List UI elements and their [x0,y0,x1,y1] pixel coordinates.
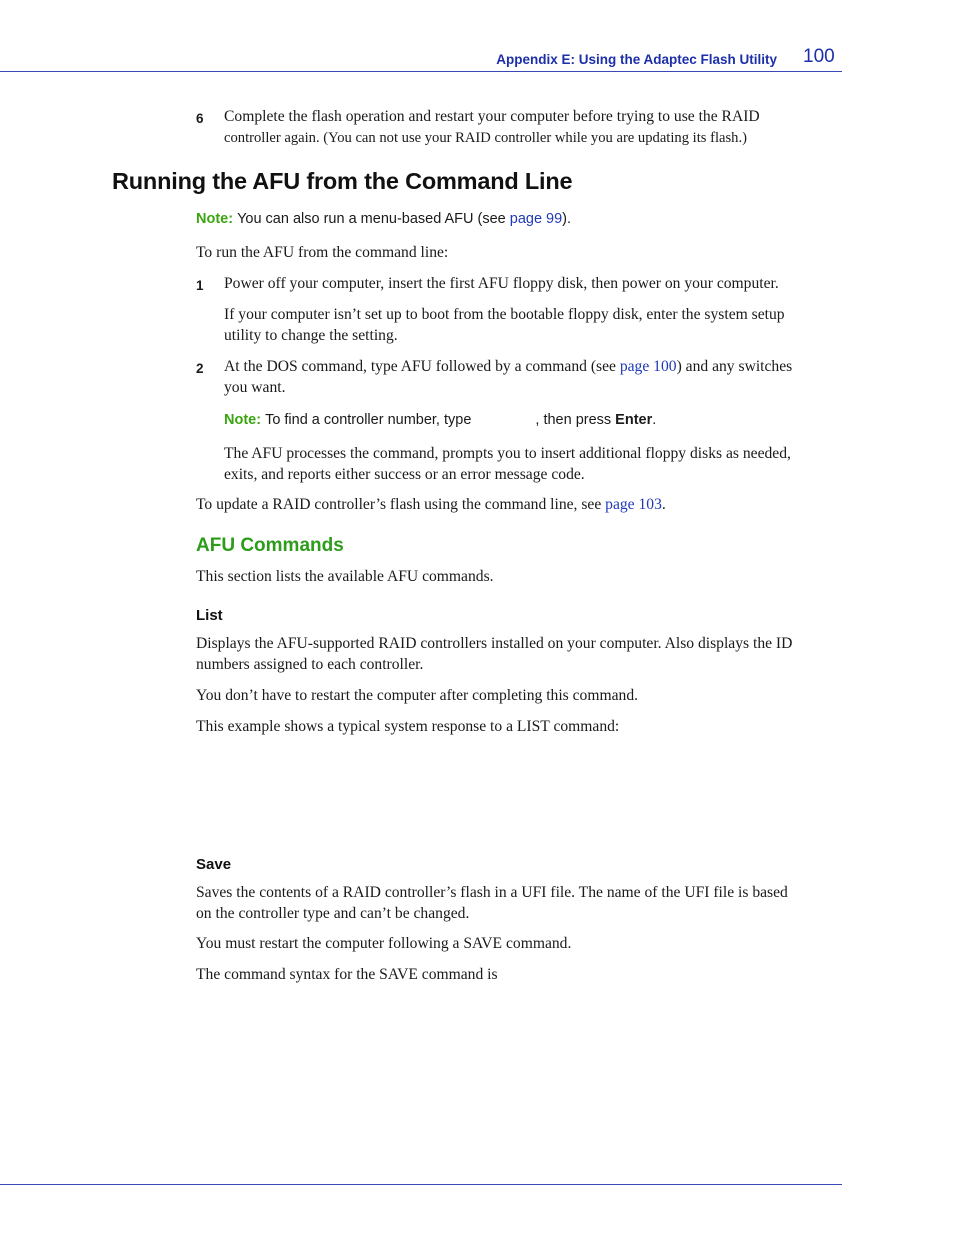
list-example-text: This example shows a typical system response to a LIST command: [196,718,620,735]
save-description-line-1: Saves the contents of a RAID controller’s flash in a UFI file. The name of the UFI file is based [196,884,788,901]
note-text: You can also run a menu-based AFU (see [237,211,506,227]
step-2-line-1 [224,357,792,378]
section-heading: Running the AFU from the Command Line [112,168,573,194]
list-restart-text: You don’t have to restart the computer after completing this command. [196,687,639,704]
note-2-text-after: , then press [535,412,612,428]
update-text: To update a RAID controller’s flash using the command line, see [196,496,602,513]
afu-process-line-2: exits, and reports either success or an error message code. [224,465,585,483]
step-1-text: Power off your computer, insert the first AFU floppy disk, then power on your computer. [224,275,779,292]
list-description-line-1: Displays the AFU-supported RAID controllers installed on your computer. Also displays the ID [196,635,793,652]
save-syntax-text: The command syntax for the SAVE command is [196,966,498,983]
note-controller-number [224,411,656,429]
step-2-line-1-before: At the DOS command, type AFU followed by a command (see [224,358,616,375]
step-6-line-2: controller again. (You can not use your RAID controller while you are updating its flash.) [224,129,747,146]
footer-rule [0,1184,842,1185]
step-2-line-2: you want. [224,378,286,396]
step-2-text [224,357,792,398]
step-number-1: 1 [196,278,204,293]
note-2-end: . [652,412,657,428]
note-2-label: Note: [224,412,262,428]
step-1-sub-line-2: utility to change the setting. [224,326,398,344]
list-heading: List [196,607,223,624]
save-heading: Save [196,856,232,873]
running-header: Appendix E: Using the Adaptec Flash Utility [496,52,777,67]
note-text-end: ). [562,211,572,227]
enter-key-label: Enter [615,412,653,428]
note-menu-based [196,210,571,228]
afu-process-line-1: The AFU processes the command, prompts you to insert additional floppy disks as needed, [224,445,791,462]
step-number-6: 6 [196,111,204,126]
header-rule [0,71,842,72]
page-number: 100 [803,46,835,67]
page-100-link[interactable]: page 100 [619,358,677,375]
page-103-link[interactable]: page 103 [605,496,662,513]
update-paragraph [196,495,666,516]
note-label: Note: [196,211,234,227]
afu-commands-heading: AFU Commands [196,535,344,556]
save-description [196,883,788,924]
step-6-text [224,107,760,148]
update-text-end: . [661,496,666,513]
afu-commands-intro: This section lists the available AFU commands. [196,568,494,585]
step-1-sub-line-1: If your computer isn’t set up to boot from the bootable floppy disk, enter the system setup [224,306,785,323]
afu-process-paragraph [224,444,791,485]
intro-text: To run the AFU from the command line: [196,244,449,261]
step-2-line-1-after: ) and any switches [676,358,793,375]
step-6-line-1: Complete the flash operation and restart your computer before trying to use the RAID [224,108,760,125]
page-99-link[interactable]: page 99 [509,211,563,227]
step-number-2: 2 [196,361,204,376]
step-1-subtext [224,305,785,346]
list-description-line-2: numbers assigned to each controller. [196,655,424,673]
list-description [196,634,792,675]
note-2-text-before: To find a controller number, type [265,412,472,428]
save-restart-text: You must restart the computer following a SAVE command. [196,935,572,952]
save-description-line-2: on the controller type and can’t be changed. [196,904,470,922]
